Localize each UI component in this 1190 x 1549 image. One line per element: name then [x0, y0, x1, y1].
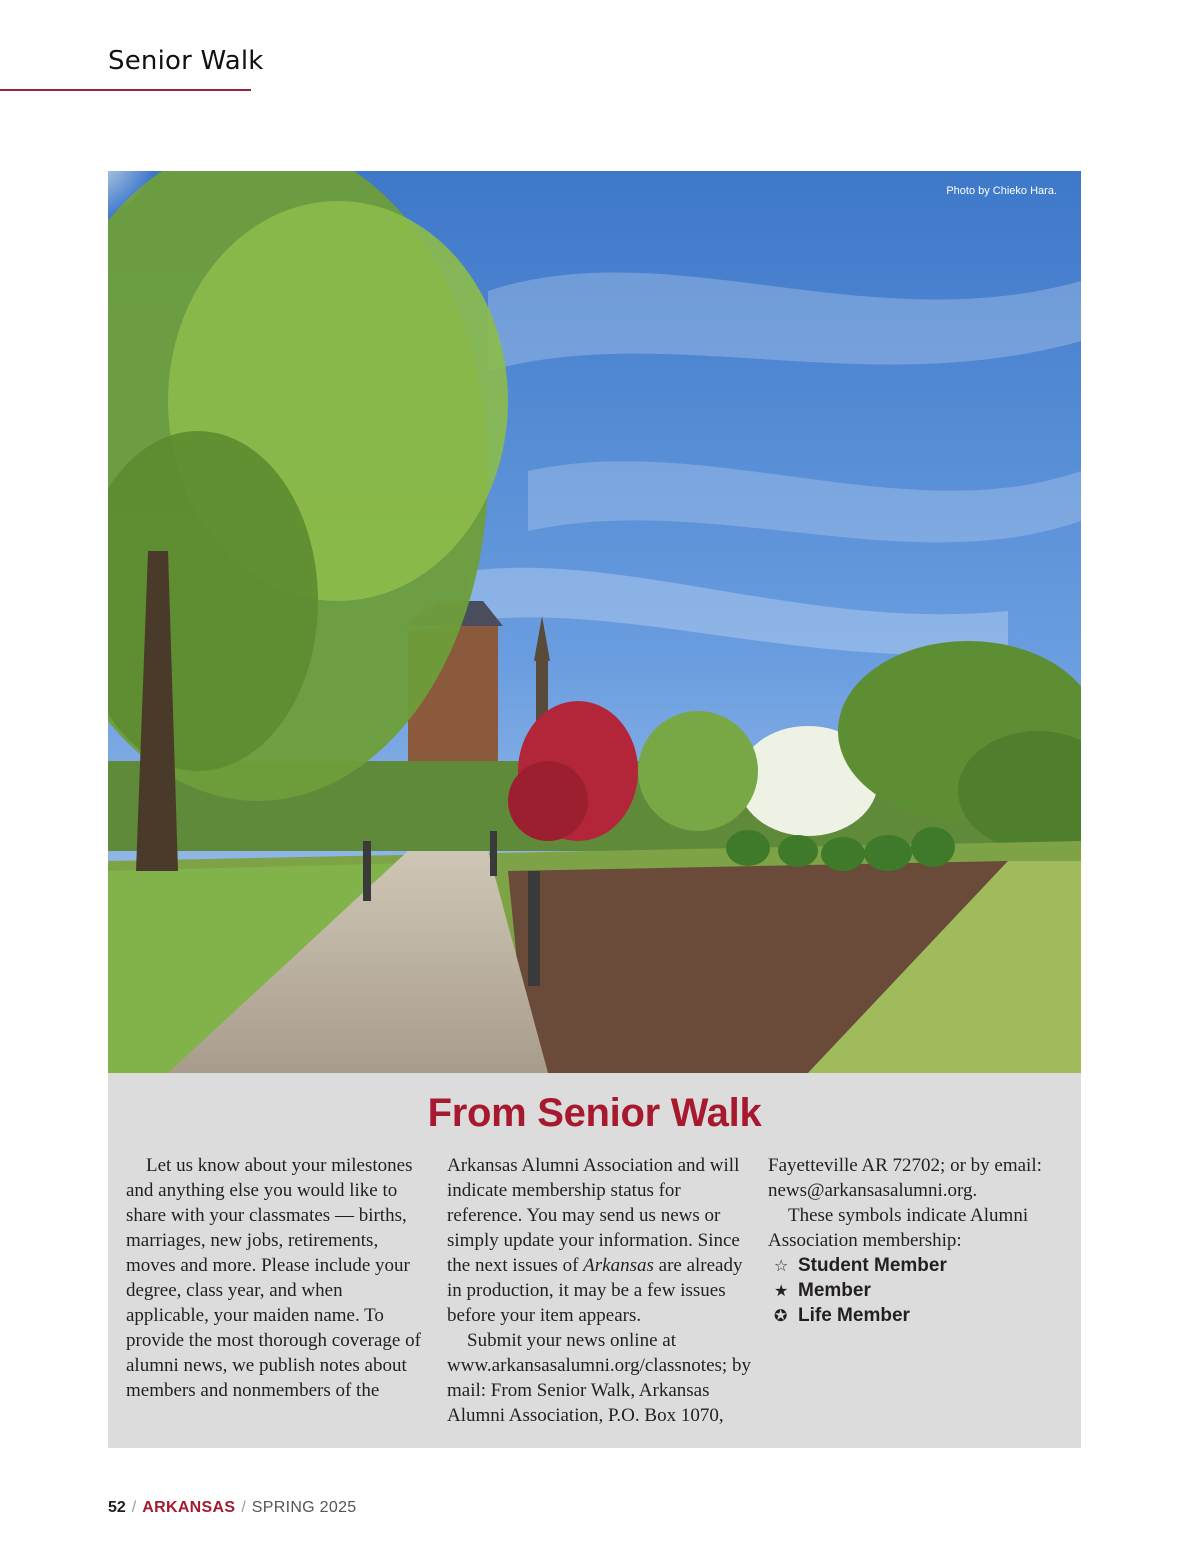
symbol-life-member — [774, 1303, 1068, 1328]
symbol-label: Life Member — [798, 1305, 910, 1326]
text-column-2 — [447, 1153, 757, 1428]
footer-separator: / — [131, 1499, 137, 1516]
page-number: 52 — [108, 1499, 126, 1516]
issue-label: SPRING 2025 — [251, 1499, 357, 1516]
symbol-member — [774, 1278, 1068, 1303]
membership-text-b: are already in production, it may be a few issues before your item appears. — [447, 1255, 743, 1326]
magazine-name-italic: Arkansas — [583, 1255, 654, 1276]
footer-separator: / — [241, 1499, 246, 1516]
magazine-name: ARKANSAS — [142, 1499, 236, 1516]
address-paragraph: Fayetteville AR 72702; or by email: news@arkansasalumni.org. — [768, 1155, 1042, 1201]
symbol-label: Member — [798, 1280, 871, 1301]
header-rule — [0, 89, 251, 91]
membership-paragraph — [447, 1153, 757, 1328]
symbol-student-member — [774, 1253, 1068, 1278]
page-footer — [108, 1499, 356, 1517]
panel-title: From Senior Walk — [427, 1091, 762, 1135]
star-circle-icon: ✪ — [774, 1306, 788, 1325]
photo-credit: Photo by Chieko Hara. — [946, 185, 1057, 197]
submit-paragraph: Submit your news online at www.arkansasalumni.org/classnotes; by mail: From Senior Walk, Arkansas Alumni Association, P.O. Box 1070, — [447, 1330, 751, 1426]
membership-symbol-list — [768, 1253, 1068, 1328]
submission-panel — [108, 1073, 1081, 1448]
star-outline-icon: ☆ — [774, 1256, 789, 1275]
intro-paragraph: Let us know about your milestones and anything else you would like to share with your classmates — births, marriages, new jobs, retirements, moves and more. Please include your degree, class year, and when applicable, your maiden name. To provide the most thorough coverage of alumni news, we publish notes about members and nonmembers of the — [126, 1155, 421, 1401]
symbols-intro: These symbols indicate Alumni Association membership: — [768, 1205, 1029, 1251]
text-column-3 — [768, 1153, 1068, 1328]
symbol-label: Student Member — [798, 1255, 947, 1276]
section-title: Senior Walk — [108, 46, 264, 76]
membership-text-a: Arkansas Alumni Association and will indicate membership status for reference. You may send us news or simply update your information. Since the next issues of — [447, 1155, 740, 1276]
campus-photo — [108, 171, 1081, 1073]
text-column-1 — [126, 1153, 426, 1403]
star-filled-icon: ★ — [774, 1281, 789, 1300]
